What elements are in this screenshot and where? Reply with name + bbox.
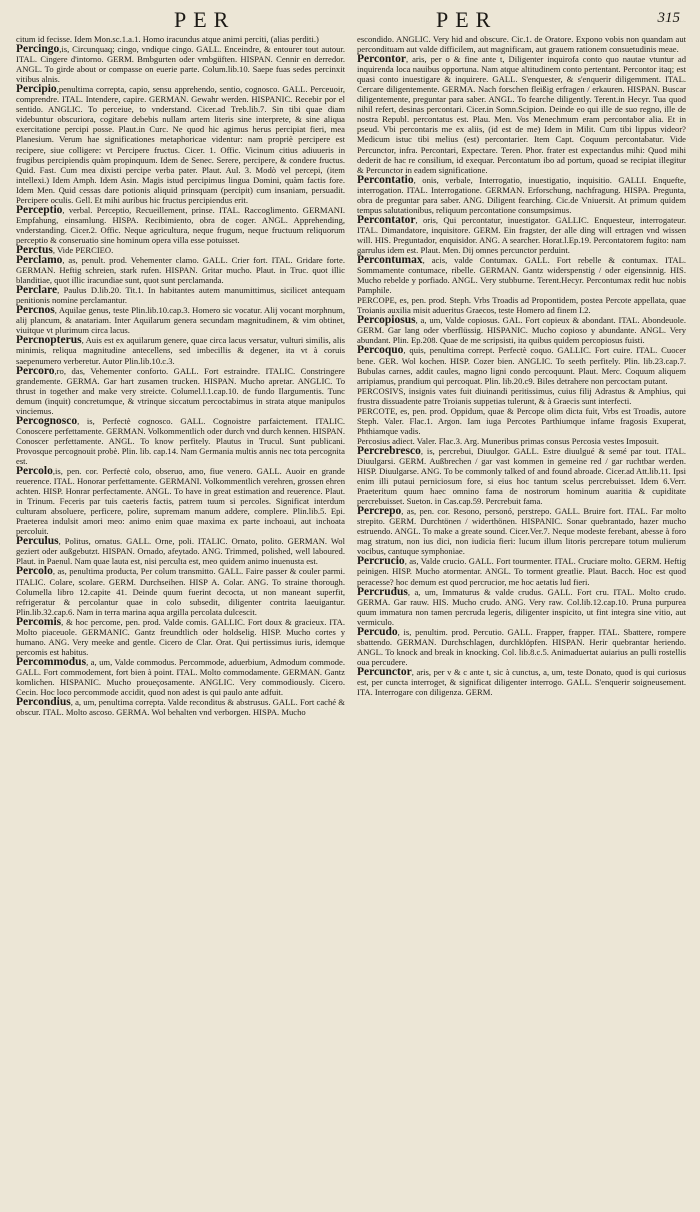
entry-headword: Percnopterus — [16, 334, 82, 347]
dictionary-entry — [16, 245, 345, 255]
dictionary-entry — [357, 255, 686, 295]
entry-definition: citum id fecisse. Idem Mon.sc.1.a.1. Homo iracundus atque animi perciti, (alias perditi.) — [16, 34, 319, 44]
entry-headword: Percipio — [16, 83, 57, 96]
entry-headword: Percoquo — [357, 344, 404, 357]
dictionary-entry — [357, 506, 686, 556]
entry-definition: , Auis est ex aquilarum genere, quae circa lacus versatur, vulturi similis, alis minimis, reliqua magnitudine antecellens, sed imbecillis & degener, ita vt à coruis saepenumero verberetur. Autor Plin.lib.10.c.3. — [16, 335, 345, 366]
entry-definition: Percosius adiect. Valer. Flac.3. Arg. Muneribus primas consus Percosia vestes Imposuit. — [357, 435, 659, 446]
dictionary-entry — [16, 566, 345, 616]
entry-definition: , a, um, Immaturus & valde crudus. GALL. Fort cru. ITAL. Molto crudo. GERMA. Gar rauw. HIS. Mucho crudo. ANG. Very raw. Col.lib.12.cap.10. Pruna purpurea quum immatura non tamen percruda legeris, diligenter inspicito, ut fint integra sine vitio, aut vermiculo. — [357, 586, 686, 627]
entry-headword: Perclare — [16, 284, 58, 297]
dictionary-entry — [16, 305, 345, 335]
entry-definition: , is, penultim. prod. Percutio. GALL. Frapper, frapper. ITAL. Sbattere, rompere sbattendo. GERMAN. Durchschlagen, durchklöpfen. HISPAN. Herir quebrantar heriendo. ANGL. To knock and break in knocking. Col. lib.8.c.5. Animaduertat auiarius an pulli rostellis oua percudere. — [357, 626, 686, 667]
entry-headword: Perceptio — [16, 203, 63, 216]
entry-headword: Percrebresco — [357, 444, 421, 457]
entry-definition: , as, penult. prod. Vehementer clamo. GALL. Crier fort. ITAL. Gridare forte. GERMAN. Heftig schreien, stark rufen. HISPAN. Gritar mucho. Plaut. in Truc. quot illic blanditiae, quot illic iracundiae sunt, quot sunt perclamanda. — [16, 255, 345, 286]
entry-headword: Percopiosus — [357, 314, 416, 327]
dictionary-entry — [16, 466, 345, 536]
dictionary-entry — [357, 315, 686, 345]
entry-definition: , & hoc percome, pen. prod. Valde comis. GALLIC. Fort doux & gracieux. ITA. Molto piaceuole. GERMANIC. Gantz freundtlich oder holdselig. HISP. Mucho cortes y humano. ANG. Very meeke and gentle. Cicero de Clar. Orat. Qui pertissimus iuris, idemque percomis est habitus. — [16, 616, 345, 657]
running-header — [16, 8, 686, 34]
entry-definition: ,penultima correpta, capio, sensu apprehendo, sentio, cognosco. GALL. Perceuoir, comprendre. ITAL. Intendere, capire. GERMAN. Gewahr werden. HISPANIC. Recebir por el sentido. ANGLIC. To perceiue, to vnderstand. Cicer.ad Treb.lib.7. Sin tibi quae diam videbuntur obscuriora, cogitare debebis nullam artem literis sine interprete, & sine aliqua exercitatione percipi posse. Plaut.in Curc. Ne quod hic agimus herus percipiat fieri, mea Planesium. Verum hae significationes metaphoricae videntur: nam propriè percipere est recipere, siue colligere: vt Percipere fructus. Cicer. 1. Offic. Vicinum citius adiuueris in frugibus percipiendis quàm propinquum. Idem de Senec. Serere, percipere, & condere fructus. Quid. Fast. Cum mea dixisti percipe verba pater. Plaut. Aul. 3. Modò vel percepi, (item intellexi.) Idem Amph. Idem Asin. Magis istud percipimus lingua Domini, quàm factis fore. Idem Men. Quid cessas dare potionis aliquid prinsquam (percipit) cum insaniam, persuadit. Percipere oculis. Gell. Et mihi auribus hic fructus percipiendus erit. — [16, 84, 345, 205]
dictionary-entry — [16, 84, 345, 205]
entry-definition: , as, Valde crucio. GALL. Fort tourmenter. ITAL. Cruciare molto. GERM. Heftig peinigen. HISP. Mucho atormentar. ANGL. To torment greatlie. Plaut. Bacch. Hoc est quod peracesse? hoc demum est quod percrucior, me hoc aetatis lud fieri. — [357, 556, 686, 587]
entry-definition: PERCOSIVS, insignis vates fuit diuinandi peritissimus, cuius filij Adrastus & Amphius, qui frustra dissuadente patre Troianis suppetias tulerunt, & à Graecis sunt interfecti. — [357, 385, 686, 406]
dictionary-entry — [16, 697, 345, 717]
dictionary-entry — [357, 175, 686, 215]
entry-definition: , aris, per v & c ante t, sic à cunctus, a, um, teste Donato, quod is qui curiosus est, per cuncta interroget, & significat diligenter interrogo. GALL. S'enquerir soigneusement. ITA. Interrogare con diligenza. GERM. — [357, 666, 686, 698]
entry-definition: , is, percrebui, Diuulgor. GALL. Estre diuulgué & semé par tout. ITAL. Diuulgarsi. GERM. Außbrechen / gar vast kommen in gemeine red / gar ruchtbar werden. HISP. Diuulgarse. ANG. To be commonly talked of and found abroade. Cicer.ad Att.lib.11. Ipsi enim illi putaui perniciosum fore, si eius hoc tantum scelus percrebuisset. Idem 6.Verr. Praeteritum quum haec omnino fama de nostrorum hominum auaritia & cupiditate percrebuisset. Sueton. in Cas.cap.59. Percrebuit fama. — [357, 445, 686, 507]
dictionary-entry — [357, 345, 686, 385]
dictionary-entry — [357, 54, 686, 175]
page-number: 315 — [657, 10, 680, 26]
dictionary-entry — [357, 627, 686, 667]
entry-headword: Percontator — [357, 213, 416, 226]
entry-headword: Percognosco — [16, 414, 78, 427]
dictionary-entry — [16, 536, 345, 566]
entry-definition: , a, um, penultima correpta. Valde reconditus & abstrusus. GALL. Fort caché & obscur. ITAL. Molto ascoso. GERMA. Wol behalten vnd verborgen. HISPA. Mucho — [16, 697, 345, 718]
dictionary-entry — [357, 667, 686, 697]
entry-headword: Percrudus — [357, 585, 408, 598]
entry-definition: , Vide PERCIEO. — [52, 244, 114, 255]
dictionary-entry — [357, 556, 686, 586]
dictionary-entry — [16, 205, 345, 245]
dictionary-entry — [16, 617, 345, 657]
entry-definition: ,ro, das, Vehementer conforto. GALL. Fort estraindre. ITALIC. Constringere grandemente. GERMA. Gar hart zusamen trucken. HISPAN. Mucho apretar. ANGLIC. To thrust in together and make very streicte. Columel.l.1.cap.10. de fundo Ilargumentis. Tunc demum (inquit) concretumque, & vtrinque siccatum percoctabimus in strata atque manipulos vinciemus. — [16, 365, 345, 416]
entry-definition: , onis, verbale, Interrogatio, inuestigatio, inquisitio. GALLI. Enquefte, interrogation. ITAL. Interrogatione. GERMAN. Erforschung, nachfragung. HISPA. Pregunta, obra de preguntar para saber. ANG. Diligent fearching. Cic.de Vniuersit. At primum quidem tempus salutationibus, reliquum percontatione consumpsimus. — [357, 174, 686, 215]
entry-definition: , as, penultima producta, Per colum transmitto. GALL. Faire passer & couler parmi. ITALIC. Colare, scolare. GERM. Durchseihen. HISP A. Colar. ANG. To straine thorough. Columella libro 12.capite 41. Deinde quum fuerint decocta, ut non maneant superfit, refrigeratur & percolantur quae in colo subsedit, diligenter contrita laeuigantur. Plin.lib.32.cap.6. Nam in terra marina aqua argilla percolata dulcescit. — [16, 566, 345, 617]
entry-definition: , a, um, Valde copiosus. GAL. Fort copieux & abondant. ITAL. Abondeuole. GERM. Gar lang oder vberflüssig. HISPANIC. Mucho copioso y abundante. ANGL. Very abundant. Plin. Ep.208. Quae de me scripsisti, ita quibus quidem percopiosus fuisti. — [357, 315, 686, 346]
entry-headword: Perctus — [16, 243, 53, 256]
entry-definition: , a, um, Valde commodus. Percommode, aduerbium, Admodum commode. GALL. Fort commodement, fort bien à point. ITAL. Molto commodamente. GERMAN. Gantz komlichen. HISPANIC. Mucho proueçosamente. ANGLIC. Very commodiously. Cicero. Cecin. Hoc loco percommode accidit, quod non adest is qui paulo ante adfuit. — [16, 656, 345, 698]
entry-text — [16, 34, 345, 44]
entry-definition: escondido. ANGLIC. Very hid and obscure. Cic.1. de Oratore. Expono vobis non quandam aut percondituam aut valde difficilem, aut magnificam, aut grauem rationem consuetudinis meae. — [357, 34, 686, 55]
entry-headword: Percrepo — [357, 505, 402, 518]
left-column — [16, 34, 345, 1206]
entry-headword: Percontatio — [357, 173, 414, 186]
entry-headword: Percondius — [16, 696, 71, 709]
entry-definition: , verbal. Perceptio, Recueillement, prinse. ITAL. Raccoglimento. GERMANI. Empfahung, einsamlung. HISPA. Recibimiento, obra de coger. ANGL. Apprehending, vnderstanding. Cicer.2. Offic. Neque agricultura, neque frugum, neque fructuum reliquorum perceptio & conseruatio sine hominum opera villa esse potuisset. — [16, 204, 345, 245]
dictionary-entry — [16, 657, 345, 697]
entry-definition: PERCOTE, es, pen. prod. Oppidum, quae & Percope olim dicta fuit, Vrbs est Troadis, autore Steph. Valer. Flac.1. Argon. Iam iuga Percotes Parthiumque infame fragosis Exuperat, Phthiamque vadis. — [357, 405, 686, 436]
entry-headword: Percingo — [16, 43, 60, 56]
dictionary-entry — [357, 446, 686, 506]
dictionary-entry — [16, 416, 345, 466]
entry-text — [357, 386, 686, 406]
dictionary-entry — [16, 366, 345, 416]
dictionary-entry — [357, 587, 686, 627]
entry-text — [357, 295, 686, 315]
entry-text — [357, 406, 686, 436]
entry-headword: Percunctor — [357, 665, 412, 678]
entry-headword: Percudo — [357, 625, 398, 638]
right-column — [357, 34, 686, 1206]
entry-definition: , aris, per o & fine ante t, Diligenter inquirofa conto quo nautae vtuntur ad inquirenda loca nauibus opportuna. Nam atque altitudinem conto pertentant. Percontor itaq; est quasi conto inuestigare & inquirere. GALL. S'enquester, & s'enquerir diligemment. ITAL. Cercare diligentemente. GERMA. Nach forschen fleißig erfragen / erkauren. HISPAN. Buscar diligentemente, preguntar para saber. ANGL. To fearche diligently. Terent.in Hecyr. Tua quod nihil refert, desinas percontari. Cicer.in Somn.Scipion. Deinde eo qui ille de suo regno, ille de nostra Republ. percontatus est. Plau. Men. Vos Menechmum eram percontabor alia. Et in pseud. Vbi percontaris me ex aliis, (id est de me) Idem in Milit. Cum tibi lippus videor? Medicum istuc tibi melius (est) percontarier. Item Capt. Coquum percontabatur. Vide Percunctor, infra. Percontari, Expectare. Teren. Phor. frater est expectandus mihi: Quod mihi dederit de hac re consilium, id exequar. Percontatum ibo ad portum, quoad se recipiat illegitur & Percunctor in eadem significatione. — [357, 54, 686, 175]
left-running-head: PER — [174, 7, 236, 32]
text-columns — [16, 34, 686, 1206]
entry-definition: , Paulus D.lib.20. Tit.1. In habitantes autem manumittimus, sicilicet antequam penitionis nomine perclamantur. — [16, 285, 345, 306]
entry-headword: Perculus — [16, 535, 59, 548]
entry-headword: Perclamo — [16, 254, 63, 267]
entry-definition: , as, pen. cor. Resono, personó, perstrepo. GALL. Bruire fort. ITAL. Far molto strepito. GERM. Durchtönen / widerthönen. HISPANIC. Sonar quebrantado, hazer mucho estruendo. ANGL. To make a greate sound. Cicer.Ver.7. Neque modeste ferebant, abesse à foro mag stratum, non ius dici, non iudicia fieri: lucum illum litoris percrepare totum mulierum vocibus, cantuque symphoniae. — [357, 506, 686, 557]
dictionary-entry — [357, 215, 686, 255]
dictionary-entry — [16, 44, 345, 84]
entry-headword: Percnos — [16, 304, 55, 317]
entry-headword: Percrucio — [357, 555, 405, 568]
entry-headword: Percolo — [16, 465, 53, 478]
entry-definition: , quis, penultima corrept. Perfectè coquo. GALLIC. Fort cuire. ITAL. Cuocer bene. GER. Wol kochen. HISP. Cozer bien. ANGLIC. To seeth perfitely. Plin. lib.23.cap.7. Bubulas carnes, addit caules, magno ligni condo percoquunt. Plaut. Merc. Coquum aliquem arripiamus, prandium qui percoquat. Plin. lib.20.c9. Biles detrahere non percoctam putant. — [357, 345, 686, 386]
dictionary-entry — [16, 335, 345, 365]
entry-definition: , Politus, ornatus. GALL. Orne, poli. ITALIC. Ornato, polito. GERMAN. Wol geziert oder außgebutzt. HISPAN. Ornado, afeytado. ANG. Trimmed, polished, well laboured. Plaut. in Paenul. Nam quae lauta est, nisi perculta est, meo quidem animo inuenusta est. — [16, 536, 345, 567]
entry-headword: Percommodus — [16, 655, 87, 668]
entry-definition: , oris, Qui percontatur, inuestigator. GALLIC. Enquesteur, interrogateur. ITAL. Dimandatore, inquisitore. GERM. Ein fragster, der alle ding will ertragen vnd wissen will. HIS. Preguntador, enquisidor. ANG. A searcher. Horat.l.Ep.19. Percontatorem fugito: nam garrulus idem est. Plaut. Men. Dij omnes percunctor perduint. — [357, 214, 686, 255]
dictionary-entry — [16, 285, 345, 305]
entry-definition: PERCOPE, es, pen. prod. Steph. Vrbs Troadis ad Propontidem, postea Percote appellata, quae Troianis auxilia misit adueritus Graecos, teste Homero ad finem I.2. — [357, 295, 686, 316]
entry-text — [357, 34, 686, 54]
entry-headword: Percontumax — [357, 254, 423, 267]
entry-headword: Percolo — [16, 565, 53, 578]
entry-definition: , acis, valde Contumax. GALL. Fort rebelle & contumax. ITAL. Sommamente contumace, ribelle. GERMAN. Gantz widerspenstig / oder eigensinnig. HIS. Mucho rebelde y porfiado. ANGL. Very stubburne. Terent.Hecyr. Percontumax redit huc nobis Pamphile. — [357, 255, 686, 296]
entry-headword: Percoro — [16, 364, 55, 377]
entry-headword: Percomis — [16, 615, 62, 628]
entry-definition: ,is, pen. cor. Perfectè colo, obseruo, amo, fiue venero. GALL. Auoir en grande reuerence. ITAL. Honorar perfettamente. GERMANI. Volkommentlich verehren, grossen ehren achten. HISP. Honrar perfectamente. ANGL. To have in great estimation and reuerence. Plaut. in Trinum. Feceris par tuis caeteris factis, patrem tuum si percoles. Significat interdum culturam absoluere, perficere, polire, supremam manum addere, complere. Plin.lib.5. Epi. Praeterea indulsit amori meo: animo enim quae maxima ex parte inchoaui, aut inchoata percoluit. — [16, 466, 345, 537]
dictionary-entry — [16, 255, 345, 285]
entry-definition: , is, Perfectè cognosco. GALL. Cognoistre parfaictement. ITALIC. Conoscere perfettamente. GERMAN. Volkommentlich oder durch vnd durch kennen. HISPAN. Conoscer perfettamente. ANGL. To know perfitely. Plautus in Trucul. Sunt publicani. Provosque percognouit probè. Plin. lib. cap.14. Nam Germania multis annis nec tota percognita est. — [16, 415, 345, 466]
entry-definition: , Aquilae genus, teste Plin.lib.10.cap.3. Homero sic vocatur. Alij vocant morphnum, alij plancum, & anatariam. Inter Aquilarum genera secundam magnitudinem, & vim obtinet, viuitque vt plurimum circa lacus. — [16, 305, 345, 336]
entry-headword: Percontor — [357, 53, 406, 66]
entry-definition: ,is, Circunquaq; cingo, vndique cingo. GALL. Enceindre, & entourer tout autour. ITAL. Cingere d'intorno. GERM. Bmbgurten oder vmbgüften. HISPAN. Cennir en derredor. ANGL. To girde about or compasse on euerie parte. Colum.lib.10. Saepe fuas sedes percinxit vitibus alnis. — [16, 44, 345, 85]
right-running-head: PER — [436, 7, 498, 32]
